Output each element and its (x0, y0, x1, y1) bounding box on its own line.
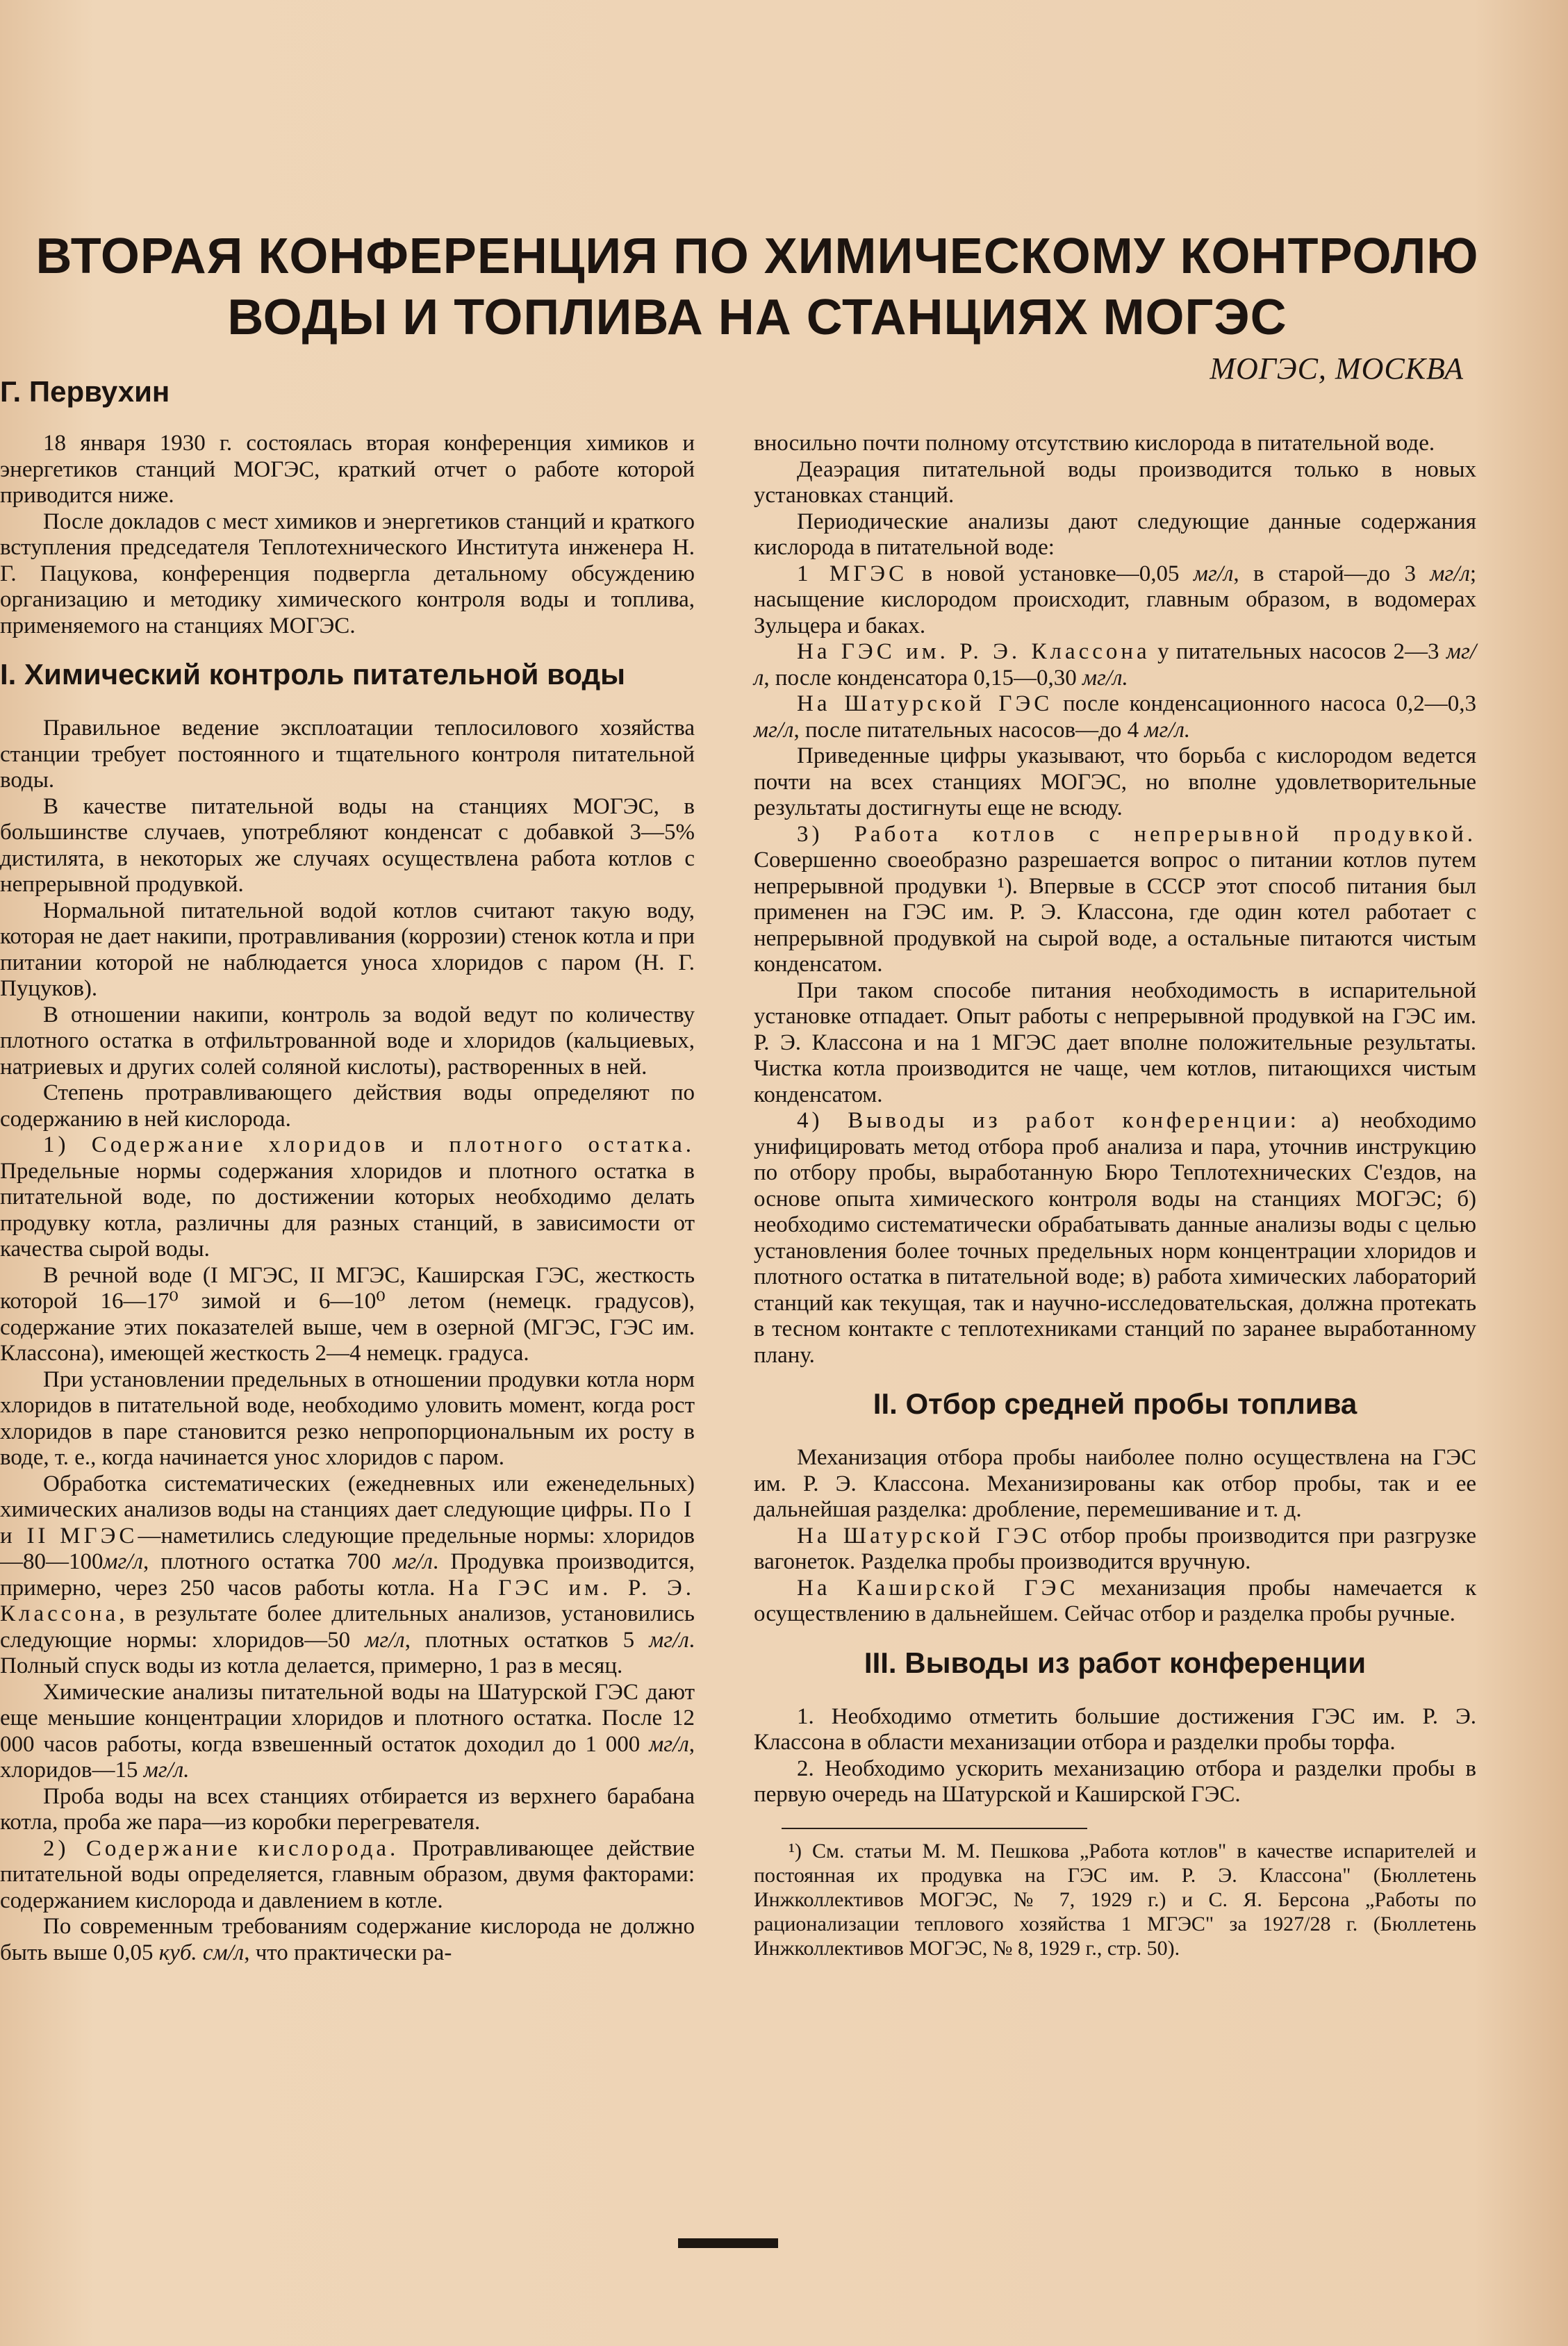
station-name: 1 МГЭС (797, 561, 908, 586)
paragraph: В речной воде (I МГЭС, II МГЭС, Каширская ГЭС, жесткость которой 16—17⁰ зимой и 6—10⁰ летом (немецк. градусов), содержание этих показателей выше, чем в озерной (МГЭС, ГЭС им. Классона), имеющей жесткость 2—4 немецк. градуса. (0, 1262, 695, 1366)
station-name: По I и II МГЭС (0, 1497, 695, 1548)
text: По современным требованиям содержание кислорода не должно быть выше 0,05 (0, 1914, 695, 1965)
unit: куб. см/л (158, 1940, 245, 1965)
section-heading-conclusions: III. Выводы из работ конференции (864, 1646, 1367, 1679)
station-name: На ГЭС им. Р. Э. Классона (797, 639, 1150, 664)
item-text: а) необходимо унифицировать метод отбора проб анализа и пара, уточнив инструкцию по отбору пробы, выработанную Бюро Теплотехнических С'ездов, на основе опыта химического контроля воды на станциях МОГЭС; б) необходимо систематически обрабатывать данные анализы воды с целью установления более точных предельных норм концентрации хлоридов и плотного остатка в питательной воде; в) работа химических лабораторий станций как текущая, так и научно-исследовательская, должна протекать в тесном контакте с теплотехниками станций по заранее выработанному плану. (754, 1108, 1476, 1368)
station-name: На Каширской ГЭС (797, 1575, 1079, 1601)
item-text: Предельные нормы содержания хлоридов и плотного остатка в питательной воде, по достижении которых необходимо делать продувку котла, различны для разных станций, в зависимости от качества сырой воды. (0, 1158, 695, 1262)
fuel-shatura (754, 1523, 1476, 1576)
article-title (21, 226, 1494, 348)
author-name: Г. Первухин (0, 375, 170, 408)
text: , после конденсатора 0,15—0,30 (764, 665, 1082, 691)
paragraph: Периодические анализы дают следующие данные содержания кислорода в питательной воде: (754, 509, 1476, 560)
paragraph: В отношении накипи, контроль за водой ведут по количеству плотного остатка в отфильтрованной воде и хлоридов (кальциевых, натриевых и других солей соляной кислоты), растворенных в ней. (0, 1002, 695, 1080)
text: , в результате более длительных анализов, установились следующие нормы: хлоридов—50 (0, 1601, 695, 1653)
unit: мг/л (103, 1549, 143, 1574)
text: —наметились следующие предельные нормы: хлоридов—80—100 (0, 1523, 695, 1574)
item-text: Протравливающее действие питательной воды определяется, главным образом, двумя факторами: содержанием кислорода и давлением в котле. (0, 1835, 695, 1913)
title-line-2: ВОДЫ И ТОПЛИВА НА СТАНЦИЯХ МОГЭС (227, 290, 1287, 345)
oxygen-shatura (754, 691, 1476, 743)
text: в новой установке—0,05 (907, 561, 1194, 586)
title-line-1: ВТОРАЯ КОНФЕРЕНЦИЯ ПО ХИМИЧЕСКОМУ КОНТРОЛЮ (35, 229, 1479, 284)
text: , что практически ра- (244, 1940, 452, 1965)
text: отбор пробы производится при разгрузке вагонеток. Разделка пробы производится вручную. (754, 1523, 1476, 1574)
station-name: На ГЭС им. Р. Э. Классона (0, 1575, 695, 1626)
oxygen-klasson (754, 639, 1476, 691)
item-conclusions (754, 1108, 1476, 1369)
unit: мг/л. (1144, 717, 1191, 743)
text: Химические анализы питательной воды на Шатурской ГЭС дают еще меньшие концентрации хлоридов и плотного остатка. После 12 000 часов работы, когда взвешенный остаток доходил до 1 000 (0, 1679, 695, 1757)
paragraph-oxygen (0, 1914, 695, 1966)
item-heading: 2) Содержание кислорода. (43, 1835, 399, 1861)
text: у питательных насосов 2—3 (1150, 639, 1446, 664)
item-heading: 1) Содержание хлоридов и плотного остатка. (43, 1132, 695, 1157)
paragraph: В качестве питательной воды на станциях МОГЭС, в большинстве случаев, употребляют конденсат с добавкой 3—5% дистилята, в некоторых же случаях осуществлена работа котлов с непрерывной продувкой. (0, 793, 695, 897)
unit: мг/л (754, 639, 1476, 691)
place-label: МОГЭС, МОСКВА (1210, 352, 1464, 386)
paragraph: Приведенные цифры указывают, что борьба с кислородом ведется почти на всех станциях МОГЭС, но вполне удовлетворительные результаты достигнуты еще не всюду. (754, 743, 1476, 820)
left-column (0, 431, 695, 1966)
unit: мг/л (649, 1627, 689, 1653)
section-heading-fuel-sampling: II. Отбор средней пробы топлива (873, 1387, 1357, 1420)
unit: мг/л (754, 717, 794, 743)
fuel-kashira (754, 1576, 1476, 1628)
intro-paragraph: 18 января 1930 г. состоялась вторая конференция химиков и энергетиков станций МОГЭС, краткий отчет о работе которой приводится ниже. (0, 431, 695, 508)
unit: мг/л. (1082, 665, 1128, 691)
paragraph: При установлении предельных в отношении продувки котла норм хлоридов в питательной воде, необходимо уловить момент, когда рост хлоридов в паре становится резко непропорциональным их росту в воде, т. е., когда начинается унос хлоридов с паром. (0, 1366, 695, 1470)
conclusion-item: 2. Необходимо ускорить механизацию отбора и разделки пробы в первую очередь на Шатурской и Каширской ГЭС. (754, 1756, 1476, 1807)
item-oxygen (0, 1836, 695, 1915)
item-chlorides (0, 1132, 695, 1263)
item-continuous-blowdown (754, 822, 1476, 978)
text: механизация пробы намечается к осуществлению в дальнейшем. Сейчас отбор и разделка пробы ручные. (754, 1575, 1476, 1626)
text: после конденсационного насоса 0,2—0,3 (1053, 691, 1476, 716)
text: Обработка систематических (ежедневных или еженедельных) химических анализов воды на станциях дает следующие цифры. (0, 1471, 695, 1522)
unit: мг/л. (143, 1758, 190, 1783)
item-text: Совершенно своеобразно разрешается вопрос о питании котлов путем непрерывной продувки ¹). Впервые в СССР этот способ питания был применен на ГЭС им. Р. Э. Классона, где один котел работает с непрерывной продувкой на сырой воде, а остальные питаются чистым конденсатом. (754, 848, 1476, 977)
footnote (754, 1828, 1476, 1960)
unit: мг/л (393, 1549, 433, 1574)
paragraph: Степень протравливающего действия воды определяют по содержанию в ней кислорода. (0, 1080, 695, 1132)
bottom-decorative-bar (678, 2238, 778, 2248)
intro-paragraph: После докладов с мест химиков и энергетиков станций и краткого вступления председателя Теплотехнического Института инженера Н. Г. Пацукова, конференция подвергла детальному обсуждению организацию и методику химического контроля воды и топлива, применяемого на станциях МОГЭС. (0, 509, 695, 638)
paragraph: Проба воды на всех станциях отбирается из верхнего барабана котла, проба же пара—из коробки перегревателя. (0, 1783, 695, 1835)
paragraph: вносильно почти полному отсутствию кислорода в питательной воде. (754, 431, 1435, 456)
conclusion-item: 1. Необходимо отметить большие достижения ГЭС им. Р. Э. Классона в области механизации отбора и разделки пробы торфа. (754, 1703, 1476, 1755)
footnote-text: ¹) См. статьи М. М. Пешкова „Работа котлов" в качестве испарителей и постоянная их продувка на ГЭС им. Р. Э. Классона" (Бюллетень Инжколлективов МОГЭС, № 7, 1929 г.) и С. Я. Берсона „Работы по рационализации теплового хозяйства 1 МГЭС" за 1927/28 г. (Бюллетень Инжколлективов МОГЭС, № 8, 1929 г., стр. 50). (754, 1839, 1476, 1960)
paragraph: Механизация отбора пробы наиболее полно осуществлена на ГЭС им. Р. Э. Классона. Механизированы как отбор пробы, так и ее дальнейшая разделка: дробление, перемешивание и т. д. (754, 1445, 1476, 1522)
right-column (754, 431, 1476, 1960)
unit: мг/л (1193, 561, 1234, 586)
station-name: На Шатурской ГЭС (797, 691, 1053, 716)
paragraph-statistics (0, 1471, 695, 1680)
oxygen-mges (754, 561, 1476, 640)
text: . Продувка производится, примерно, через 250 часов работы котла. (0, 1549, 695, 1601)
station-name: На Шатурской ГЭС (797, 1523, 1051, 1548)
text: , хлоридов—15 (0, 1731, 695, 1783)
footnote-rule (782, 1828, 1087, 1829)
paragraph-shatura (0, 1680, 695, 1784)
paragraph: Правильное ведение эксплоатации теплосилового хозяйства станции требует постоянного и тщательного контроля питательной воды. (0, 716, 695, 793)
text: . Полный спуск воды из котла делается, примерно, 1 раз в месяц. (0, 1627, 695, 1678)
unit: мг/л (365, 1627, 405, 1653)
item-heading: 4) Выводы из работ конференции: (797, 1108, 1300, 1133)
item-heading: 3) Работа котлов с непрерывной продувкой. (797, 821, 1476, 847)
paragraph: Нормальной питательной водой котлов считают такую воду, которая не дает накипи, протравливания (коррозии) стенок котла и при питании которой не наблюдается уноса хлоридов с паром (Н. Г. Пуцуков). (0, 898, 695, 1001)
text: ; насыщение кислородом происходит, главным образом, в водомерах Зульцера и баках. (754, 561, 1477, 638)
paragraph: Деаэрация питательной воды производится только в новых установках станций. (754, 456, 1476, 508)
section-heading-water-control: I. Химический контроль питательной воды (0, 658, 626, 691)
text: , плотного остатка 700 (143, 1549, 381, 1574)
text: , в старой—до 3 (1233, 561, 1430, 586)
text: , плотных остатков 5 (404, 1627, 635, 1653)
paragraph: При таком способе питания необходимость в испарительной установке отпадает. Опыт работы с непрерывной продувкой на ГЭС им. Р. Э. Классона и на 1 МГЭС дает вполне положительные результаты. Чистка котла производится не чаще, чем котлов, питающихся чистым конденсатом. (754, 977, 1476, 1107)
text: , после питательных насосов—до 4 (793, 717, 1145, 743)
unit: мг/л (649, 1731, 689, 1757)
unit: мг/л (1430, 561, 1470, 586)
